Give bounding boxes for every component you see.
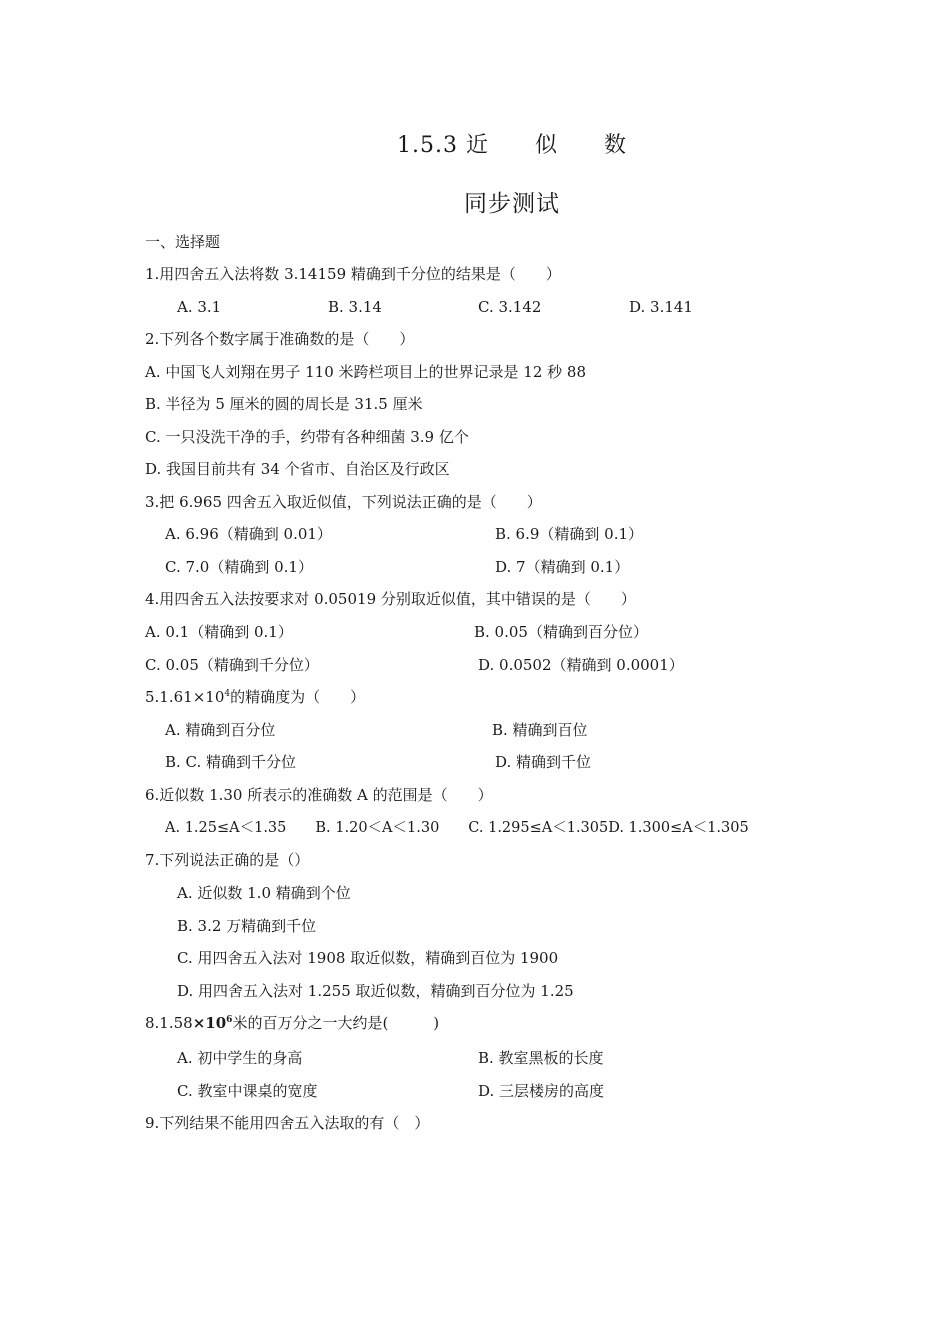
question-8-option-c: C. 教室中课桌的宽度 bbox=[177, 1082, 318, 1100]
question-9-stem: 9.下列结果不能用四舍五入法取的有（ ） bbox=[145, 1114, 430, 1132]
question-3-stem: 3.把 6.965 四舍五入取近似值，下列说法正确的是（ ） bbox=[145, 493, 542, 511]
question-5-option-a: A. 精确到百分位 bbox=[165, 721, 276, 739]
question-5-stem bbox=[145, 687, 365, 707]
question-2-option-d: D. 我国目前共有 34 个省市、自治区及行政区 bbox=[145, 460, 450, 478]
question-8-stem bbox=[145, 1013, 439, 1033]
question-8-stem-base: 8.1.58 bbox=[145, 1014, 193, 1032]
question-1-option-d: D. 3.141 bbox=[629, 298, 693, 316]
question-5-option-d: D. 精确到千位 bbox=[495, 753, 592, 771]
question-7-option-c: C. 用四舍五入法对 1908 取近似数，精确到百位为 1900 bbox=[177, 949, 559, 967]
question-2-option-a: A. 中国飞人刘翔在男子 110 米跨栏项目上的世界记录是 12 秒 88 bbox=[145, 363, 587, 381]
question-5-option-c: B. C. 精确到千分位 bbox=[165, 753, 297, 771]
question-6-stem: 6.近似数 1.30 所表示的准确数 A 的范围是（ ） bbox=[145, 786, 493, 804]
question-4-option-a: A. 0.1（精确到 0.1） bbox=[145, 623, 293, 641]
question-1-stem: 1.用四舍五入法将数 3.14159 精确到千分位的结果是（ ） bbox=[145, 265, 561, 283]
question-3-option-a: A. 6.96（精确到 0.01） bbox=[165, 525, 332, 543]
question-7-stem: 7.下列说法正确的是（） bbox=[145, 851, 310, 869]
question-8-stem-tail: 米的百万分之一大约是( ) bbox=[232, 1014, 440, 1032]
question-2-option-b: B. 半径为 5 厘米的圆的周长是 31.5 厘米 bbox=[145, 395, 423, 413]
question-8-math: ×10 bbox=[192, 1014, 227, 1032]
question-7-option-a: A. 近似数 1.0 精确到个位 bbox=[177, 884, 351, 902]
question-5-exponent: 4 bbox=[224, 689, 231, 699]
question-5-stem-base: 5.1.61×10 bbox=[145, 688, 225, 706]
question-8-option-b: B. 教室黑板的长度 bbox=[478, 1049, 604, 1067]
question-5-stem-tail: 的精确度为（ ） bbox=[230, 688, 366, 706]
question-2-stem: 2.下列各个数字属于准确数的是（ ） bbox=[145, 330, 415, 348]
question-4-stem: 4.用四舍五入法按要求对 0.05019 分别取近似值，其中错误的是（ ） bbox=[145, 590, 636, 608]
question-1-option-a: A. 3.1 bbox=[177, 298, 222, 316]
question-7-option-d: D. 用四舍五入法对 1.255 取近似数，精确到百分位为 1.25 bbox=[177, 982, 574, 1000]
question-5-option-b: B. 精确到百位 bbox=[492, 721, 588, 739]
question-4-option-b: B. 0.05（精确到百分位） bbox=[474, 623, 648, 641]
question-3-option-d: D. 7（精确到 0.1） bbox=[495, 558, 630, 576]
question-2-option-c: C. 一只没洗干净的手，约带有各种细菌 3.9 亿个 bbox=[145, 428, 469, 446]
question-1-option-b: B. 3.14 bbox=[328, 298, 382, 316]
question-6-options: A. 1.25≤A＜1.35 B. 1.20＜A＜1.30 C. 1.295≤A＜1.305D. 1.300≤A＜1.305 bbox=[165, 820, 749, 836]
question-3-option-b: B. 6.9（精确到 0.1） bbox=[495, 525, 644, 543]
question-1-option-c: C. 3.142 bbox=[478, 298, 542, 316]
document-title: 1.5.3 近 似 数 bbox=[397, 133, 627, 158]
question-8-exponent: 6 bbox=[226, 1015, 233, 1025]
question-8-option-a: A. 初中学生的身高 bbox=[177, 1049, 303, 1067]
question-7-option-b: B. 3.2 万精确到千位 bbox=[177, 917, 317, 935]
section-heading: 一、选择题 bbox=[145, 233, 221, 251]
question-8-option-d: D. 三层楼房的高度 bbox=[478, 1082, 605, 1100]
question-4-option-c: C. 0.05（精确到千分位） bbox=[145, 656, 319, 674]
document-subtitle: 同步测试 bbox=[464, 191, 560, 217]
question-3-option-c: C. 7.0（精确到 0.1） bbox=[165, 558, 313, 576]
question-4-option-d: D. 0.0502（精确到 0.0001） bbox=[478, 656, 684, 674]
